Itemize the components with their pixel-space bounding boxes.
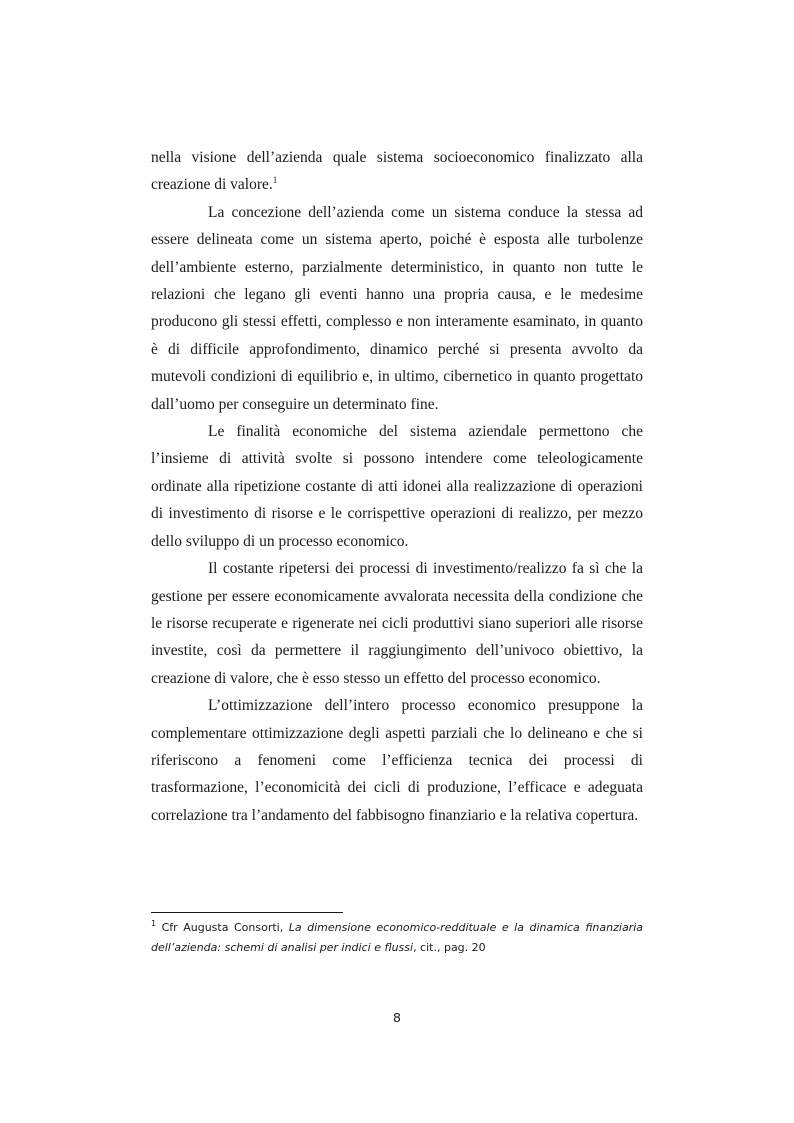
footnote-title: La dimensione economico-reddituale e la dinamica finanziaria dell’azienda: schemi di analisi per indici e flussi [151, 921, 643, 954]
paragraph-1 [151, 144, 643, 199]
footnote-citation: , cit., pag. 20 [413, 941, 486, 954]
footnote [151, 918, 643, 958]
footnote-author: Cfr Augusta Consorti, [156, 921, 289, 934]
footnote-number: 1 [151, 919, 157, 928]
paragraph-3: Le finalità economiche del sistema aziendale permettono che l’insieme di attività svolte si possono intendere come teleologicamente ordinate alla ripetizione costante di atti idonei alla realizzazione di operazioni di investimento di risorse e le corrispettive operazioni di realizzo, per mezzo dello sviluppo di un processo economico. [151, 423, 643, 550]
body-text [151, 144, 643, 829]
paragraph-4: Il costante ripetersi dei processi di investimento/realizzo fa sì che la gestione per essere economicamente avvalorata necessita della condizione che le risorse recuperate e rigenerate nei cicli produttivi siano superiori alle risorse investite, così da permettere il raggiungimento dell’univoco obiettivo, la creazione di valore, che è esso stesso un effetto del processo economico. [151, 560, 643, 687]
paragraph-1-text: nella visione dell’azienda quale sistema socioeconomico finalizzato alla creazione di valore. [151, 149, 643, 194]
paragraph-2: La concezione dell’azienda come un sistema conduce la stessa ad essere delineata come un sistema aperto, poiché è esposta alle turbolenze dell’ambiente esterno, parzialmente deterministico, in quanto non tutte le relazioni che legano gli eventi hanno una propria causa, e le medesime producono gli stessi effetti, complesso e non interamente esaminato, in quanto è di difficile approfondimento, dinamico perché si presenta avvolto da mutevoli condizioni di equilibrio e, in ultimo, cibernetico in quanto progettato dall’uomo per conseguire un determinato fine. [151, 203, 643, 413]
footnote-reference: 1 [272, 175, 278, 186]
page-number: 8 [393, 1010, 401, 1025]
paragraph-5: L’ottimizzazione dell’intero processo economico presuppone la complementare ottimizzazione degli aspetti parziali che lo delineano e che si riferiscono a fenomeni come l’efficienza tecnica dei processi di trasformazione, l’economicità dei cicli di produzione, l’efficace e adeguata correlazione tra l’andamento del fabbisogno finanziario e la relativa copertura. [151, 697, 643, 824]
footnote-divider [151, 912, 343, 913]
